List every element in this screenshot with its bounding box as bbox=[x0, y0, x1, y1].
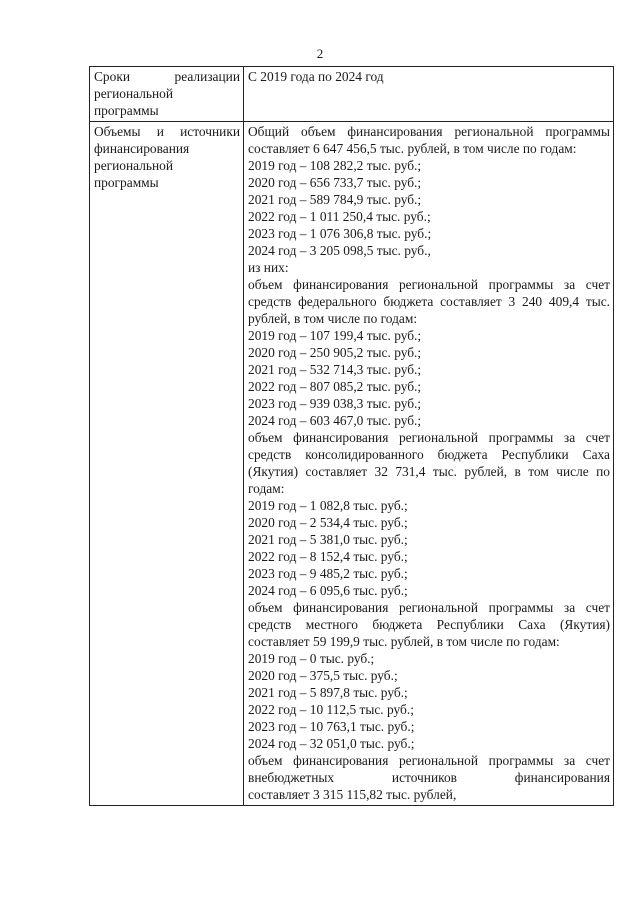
year-line: 2021 год – 589 784,9 тыс. руб.; bbox=[248, 192, 422, 207]
row-label-timeline bbox=[90, 67, 244, 122]
of-them-line: из них: bbox=[248, 260, 289, 275]
extra-budget-funding-paragraph: объем финансирования региональной программы за счет внебюджетных источников финансирования bbox=[248, 753, 610, 785]
total-years-list bbox=[248, 157, 610, 259]
program-passport-table bbox=[89, 66, 614, 806]
year-line: 2024 год – 603 467,0 тыс. руб.; bbox=[248, 413, 422, 428]
row-label-line: финансирования bbox=[94, 141, 190, 156]
total-funding-paragraph: Общий объем финансирования региональной программы составляет 6 647 456,5 тыс. рублей, в том числе по годам: bbox=[248, 124, 610, 156]
year-line: 2023 год – 1 076 306,8 тыс. руб.; bbox=[248, 226, 432, 241]
year-line: 2021 год – 5 381,0 тыс. руб.; bbox=[248, 532, 408, 547]
year-line: 2022 год – 1 011 250,4 тыс. руб.; bbox=[248, 209, 431, 224]
row-label-line: программы bbox=[94, 175, 159, 190]
year-line: 2023 год – 10 763,1 тыс. руб.; bbox=[248, 719, 415, 734]
year-line: 2023 год – 939 038,3 тыс. руб.; bbox=[248, 396, 422, 411]
year-line: 2020 год – 250 905,2 тыс. руб.; bbox=[248, 345, 422, 360]
year-line: 2021 год – 532 714,3 тыс. руб.; bbox=[248, 362, 422, 377]
year-line: 2022 год – 8 152,4 тыс. руб.; bbox=[248, 549, 408, 564]
year-line: 2019 год – 0 тыс. руб.; bbox=[248, 651, 375, 666]
federal-years-list bbox=[248, 327, 610, 429]
year-line: 2022 год – 807 085,2 тыс. руб.; bbox=[248, 379, 422, 394]
year-line: 2020 год – 656 733,7 тыс. руб.; bbox=[248, 175, 422, 190]
table-row-timeline bbox=[90, 67, 614, 122]
year-line: 2024 год – 3 205 098,5 тыс. руб., bbox=[248, 243, 431, 258]
timeline-value: С 2019 года по 2024 год bbox=[248, 69, 384, 84]
row-value-timeline bbox=[244, 67, 614, 122]
federal-funding-paragraph: объем финансирования региональной программы за счет средств федерального бюджета составляет 3 240 409,4 тыс. рублей, в том числе по годам: bbox=[248, 277, 610, 326]
row-label-line: региональной bbox=[94, 86, 174, 101]
consolidated-funding-paragraph: объем финансирования региональной программы за счет средств консолидированного бюджета Республики Саха (Якутия) составляет 32 731,4 тыс. рублей, в том числе по годам: bbox=[248, 430, 610, 496]
year-line: 2019 год – 108 282,2 тыс. руб.; bbox=[248, 158, 422, 173]
table-row-funding bbox=[90, 122, 614, 806]
extra-budget-last-line: составляет 3 315 115,82 тыс. рублей, bbox=[248, 787, 457, 802]
year-line: 2024 год – 32 051,0 тыс. руб.; bbox=[248, 736, 415, 751]
year-line: 2022 год – 10 112,5 тыс. руб.; bbox=[248, 702, 414, 717]
consolidated-years-list bbox=[248, 497, 610, 599]
year-line: 2024 год – 6 095,6 тыс. руб.; bbox=[248, 583, 408, 598]
local-years-list bbox=[248, 650, 610, 752]
year-line: 2019 год – 107 199,4 тыс. руб.; bbox=[248, 328, 422, 343]
year-line: 2021 год – 5 897,8 тыс. руб.; bbox=[248, 685, 408, 700]
local-funding-paragraph: объем финансирования региональной программы за счет средств местного бюджета Республики Саха (Якутия) составляет 59 199,9 тыс. рублей, в том числе по годам: bbox=[248, 600, 610, 649]
row-label-funding bbox=[90, 122, 244, 806]
year-line: 2023 год – 9 485,2 тыс. руб.; bbox=[248, 566, 408, 581]
row-label-line: региональной bbox=[94, 158, 174, 173]
year-line: 2019 год – 1 082,8 тыс. руб.; bbox=[248, 498, 408, 513]
year-line: 2020 год – 2 534,4 тыс. руб.; bbox=[248, 515, 408, 530]
row-label-line: программы bbox=[94, 103, 159, 118]
year-line: 2020 год – 375,5 тыс. руб.; bbox=[248, 668, 398, 683]
page-number: 2 bbox=[316, 46, 324, 61]
row-label-line: Сроки реализации bbox=[94, 69, 240, 84]
row-value-funding bbox=[244, 122, 614, 806]
row-label-line: Объемы и источники bbox=[94, 124, 240, 139]
